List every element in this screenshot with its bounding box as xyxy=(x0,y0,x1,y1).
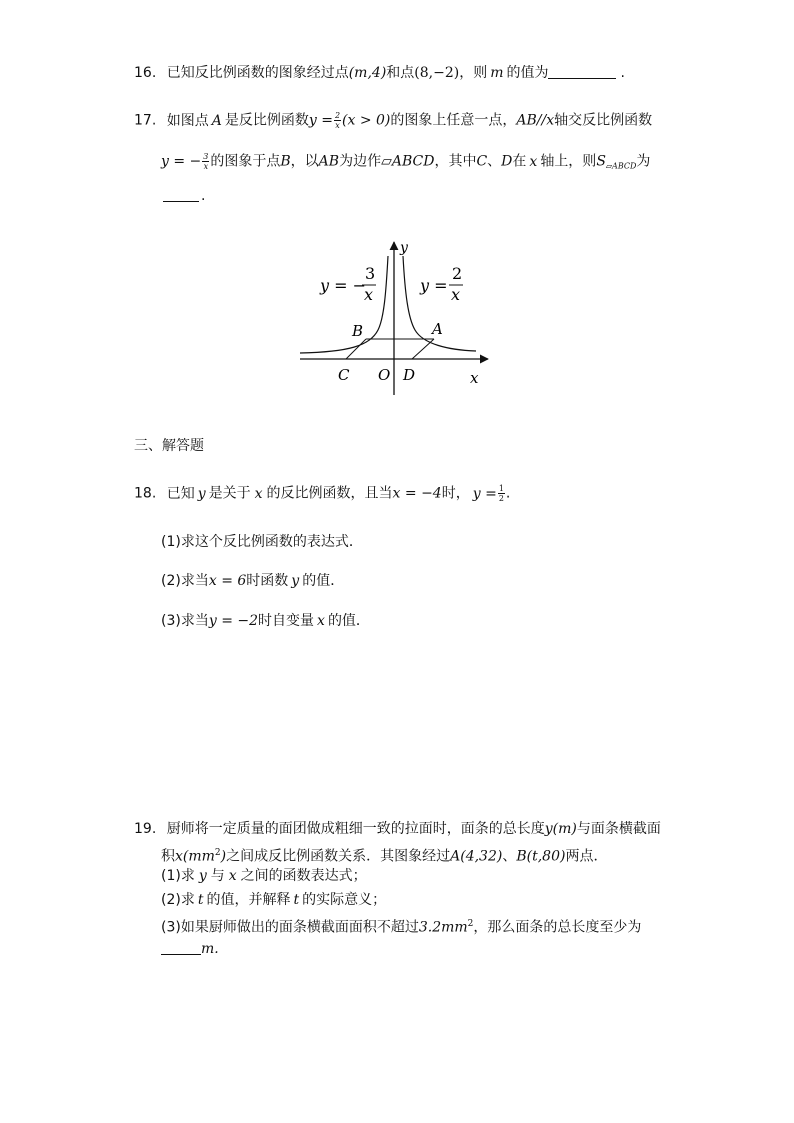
variable-x: x xyxy=(254,485,263,502)
y-axis-label: y xyxy=(400,240,408,256)
left-curve-denominator: x xyxy=(364,285,374,304)
variable-y-m: y(m) xyxy=(544,821,577,837)
unit-m: m. xyxy=(201,941,219,957)
period: . xyxy=(201,188,206,204)
point-b: B(t,80) xyxy=(516,848,566,865)
question-18-part-1: (1)求这个反比例函数的表达式． xyxy=(161,534,363,550)
question-17-line-2 xyxy=(161,152,650,176)
question-text: 已知 xyxy=(166,485,195,502)
parallel-ab: AB//x xyxy=(516,112,555,129)
question-text: 、 xyxy=(487,153,502,170)
numerator: 2 xyxy=(334,111,341,120)
variable-t: t xyxy=(293,892,300,908)
point-b: B xyxy=(280,153,291,170)
question-text: 的反比例函数，且当 xyxy=(266,485,393,502)
question-18-part-3 xyxy=(161,612,370,630)
question-text: (2)求当 xyxy=(161,573,209,589)
point-c: C xyxy=(476,153,488,170)
fraction-one-half xyxy=(498,484,505,503)
question-text: 的值，并解释 xyxy=(206,892,291,908)
variable-x: x xyxy=(228,868,237,884)
question-16 xyxy=(134,64,625,82)
question-text: (1)求 xyxy=(161,868,195,884)
question-text: 之间的函数表达式； xyxy=(240,868,367,884)
superscript-2: 2 xyxy=(467,919,474,929)
variable-x-mm: x(mm xyxy=(175,848,215,865)
right-curve-denominator: x xyxy=(451,285,461,304)
area-subscript: ▱ABCD xyxy=(605,161,637,171)
condition: x = −4 xyxy=(392,485,442,502)
question-text: 、 xyxy=(502,848,517,865)
question-text: 轴交反比例函数 xyxy=(554,112,653,129)
question-text: 在 xyxy=(512,153,527,170)
question-text: 厨师将一定质量的面团做成粗细一致的拉面时，面条的总长度 xyxy=(166,821,545,837)
question-text: 如图点 xyxy=(166,112,209,129)
fraction-2-over-x xyxy=(334,111,341,130)
question-19-line-1 xyxy=(134,820,661,838)
question-text: 是关于 xyxy=(208,485,251,502)
numerator: 1 xyxy=(498,484,504,493)
label-c: C xyxy=(338,366,350,384)
question-text: 的值． xyxy=(327,613,370,629)
variable-y: y xyxy=(197,485,206,502)
label-b: B xyxy=(352,322,364,340)
left-curve-numerator: 3 xyxy=(365,264,376,283)
point-m4: (m,4) xyxy=(348,65,387,81)
variable-y: y xyxy=(198,868,207,884)
question-text: 的值． xyxy=(302,573,345,589)
question-text: 已知反比例函数的图象经过点 xyxy=(166,65,349,81)
fraction-3-over-x xyxy=(202,152,209,171)
question-text: 时， xyxy=(441,485,470,502)
question-text: 的图象上任意一点， xyxy=(390,112,517,129)
question-19-part-1 xyxy=(161,867,367,885)
point-a: A xyxy=(211,112,222,129)
question-18 xyxy=(134,484,510,503)
denominator: x xyxy=(335,121,340,130)
question-19-part-2 xyxy=(161,891,386,909)
question-text: 的值为 xyxy=(506,65,549,81)
answer-blank[interactable] xyxy=(161,940,201,955)
question-text: 的图象于点 xyxy=(210,153,281,170)
answer-blank[interactable] xyxy=(163,187,199,202)
formula-y: y = xyxy=(472,485,497,502)
question-text: 是反比例函数 xyxy=(224,112,309,129)
question-18-part-2 xyxy=(161,572,344,590)
question-text: ，其中 xyxy=(434,153,477,170)
denominator: x xyxy=(203,162,209,171)
answer-blank[interactable] xyxy=(548,64,616,79)
question-19-part-3-line-2 xyxy=(161,940,219,958)
left-curve-label: y = − xyxy=(320,276,367,295)
denominator: 2 xyxy=(498,494,504,503)
question-text: 之间成反比例函数关系．其图象经过 xyxy=(226,848,451,865)
question-17-line-3 xyxy=(163,187,205,205)
right-curve-label: y = xyxy=(420,276,448,295)
question-text: 与 xyxy=(210,868,225,884)
right-curve-numerator: 2 xyxy=(452,264,463,283)
question-number: 16. xyxy=(134,65,157,81)
point-8-neg2: (8,−2) xyxy=(414,65,460,81)
segment-ad xyxy=(412,339,434,359)
question-text: ，以 xyxy=(290,153,319,170)
question-text: 为边作 xyxy=(339,153,382,170)
superscript-2: 2 xyxy=(214,848,221,858)
parallelogram-abcd: ▱ABCD xyxy=(381,153,435,170)
question-text: 时函数 xyxy=(246,573,289,589)
period: . xyxy=(620,65,625,81)
variable-x: x xyxy=(529,153,538,170)
label-o: O xyxy=(378,366,391,384)
formula-y: y = xyxy=(308,112,333,129)
condition: x = 6 xyxy=(208,573,247,589)
close-paren: ) xyxy=(220,848,227,865)
question-text: 为 xyxy=(636,153,651,170)
question-text: 积 xyxy=(161,848,175,865)
point-d: D xyxy=(501,153,513,170)
question-19-line-2 xyxy=(161,844,607,866)
question-text: 和点 xyxy=(386,65,415,81)
label-d: D xyxy=(403,366,416,384)
question-text: ，则 xyxy=(459,65,488,81)
question-text: 时自变量 xyxy=(258,613,315,629)
question-text: 轴上，则 xyxy=(540,153,597,170)
question-text: (3)求当 xyxy=(161,613,209,629)
section-title: 三、解答题 xyxy=(134,438,204,454)
question-text: (2)求 xyxy=(161,892,195,908)
label-a: A xyxy=(432,320,443,338)
x-axis-label: x xyxy=(470,369,479,387)
area-value: 3.2mm xyxy=(418,919,468,936)
variable-m: m xyxy=(490,65,504,81)
question-number: 18. xyxy=(134,485,157,502)
condition: (x > 0) xyxy=(342,112,391,129)
question-number: 17. xyxy=(134,112,157,129)
formula-y: y = − xyxy=(161,153,202,170)
numerator: 3 xyxy=(203,152,209,161)
question-text: 与面条横截面 xyxy=(576,821,661,837)
segment-ab: AB xyxy=(318,153,340,170)
variable-t: t xyxy=(197,892,204,908)
period: . xyxy=(505,485,511,502)
question-text: 两点． xyxy=(565,848,608,865)
question-text: 的实际意义； xyxy=(302,892,387,908)
question-17-line-1 xyxy=(134,111,652,130)
question-19-part-3 xyxy=(161,915,641,937)
area-symbol: S xyxy=(596,153,606,170)
variable-x: x xyxy=(317,613,325,629)
question-number: 19. xyxy=(134,821,157,837)
hyperbola-figure xyxy=(298,238,498,398)
variable-y: y xyxy=(291,573,300,589)
question-text: (3)如果厨师做出的面条横截面面积不超过 xyxy=(161,919,419,936)
condition: y = −2 xyxy=(208,613,259,629)
question-text: ，那么面条的总长度至少为 xyxy=(473,919,642,936)
point-a: A(4,32) xyxy=(450,848,503,865)
